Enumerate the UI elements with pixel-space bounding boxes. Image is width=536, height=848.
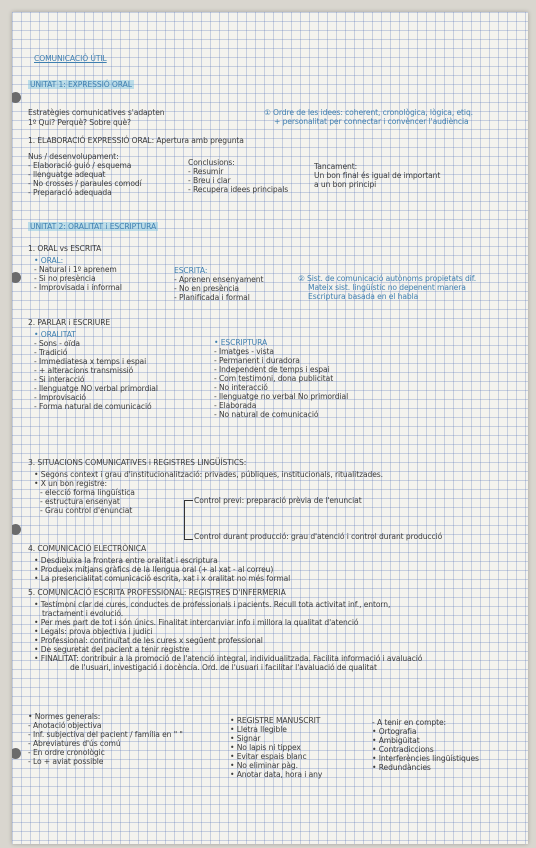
list-item: - Forma natural de comunicació [34, 402, 152, 411]
list-item: • Anotar data, hora i any [230, 770, 323, 779]
manuscrit-list [230, 716, 322, 779]
list-item: - Abreviatures d'ús comú [28, 739, 121, 748]
section-3-heading: 3. SITUACIONS COMUNICATIVES i REGISTRES LINGÜÍSTICS: [28, 458, 247, 467]
list-item: - No crosses / paraules comodí [28, 179, 142, 188]
strategies-line: Estratègies comunicatives s'adapten [28, 108, 165, 117]
list-item: • FINALITAT: contribuir a la promoció de l'atenció integral, individualitzada. Facilita informació i avaluació [34, 654, 423, 663]
list-item: - No interacció [214, 383, 268, 392]
list-item: - Independent de temps i espai [214, 365, 330, 374]
s4-list [34, 556, 290, 583]
list-item: • Segons context i grau d'institucionalització: privades, públiques, institucionals, ritualitzades. [34, 470, 383, 479]
list-item: - Planificada i formal [174, 293, 250, 302]
escriptura-label: • ESCRIPTURA [214, 338, 268, 347]
list-item: - Lo + aviat possible [28, 757, 104, 766]
list-item: Conclusions: [188, 158, 235, 167]
list-item: - Inf. subjectiva del pacient / família en " " [28, 730, 183, 739]
binder-hole [12, 272, 21, 283]
list-item: - Elaboració guió / esquema [28, 161, 132, 170]
escrita-label: ESCRITA: [174, 266, 208, 275]
notebook-page [12, 12, 528, 844]
list-item: - llenguatge adequat [28, 170, 106, 179]
norms-list [28, 712, 183, 766]
list-item: • X un bon registre: [34, 479, 107, 488]
list-item: • Evitar espais blanc [230, 752, 307, 761]
closing-list [314, 162, 440, 189]
list-item: tractament i evolució. [42, 609, 124, 618]
binder-hole [12, 748, 21, 759]
list-item: • Ambigüitat [372, 736, 420, 745]
list-item: - A tenir en compte: [372, 718, 447, 727]
note-line: + personalitat per connectar i convèncer l'audiència [274, 117, 469, 126]
section-oral-escrita-heading: 1. ORAL vs ESCRITA [28, 244, 102, 253]
list-item: - Elaborada [214, 401, 257, 410]
page-title: COMUNICACIÓ ÚTIL [34, 54, 107, 63]
list-item: - Resumir [188, 167, 224, 176]
sistem-note [298, 274, 476, 301]
list-item: - Grau control d'enunciat [40, 506, 133, 515]
list-item: - elecció forma lingüística [40, 488, 135, 497]
list-item: • No eliminar pàg. [230, 761, 298, 770]
conclusions-list [188, 158, 288, 194]
oralitat-label: • ORALITAT [34, 330, 76, 339]
s5-list [34, 600, 422, 672]
list-item: • Normes generals: [28, 712, 101, 721]
list-item: - Natural i 1º aprenem [34, 265, 117, 274]
considerations-list [372, 718, 479, 772]
list-item: - Improvisada i informal [34, 283, 122, 292]
section-4-heading: 4. COMUNICACIÓ ELECTRÒNICA [28, 544, 147, 553]
control-bracket [184, 500, 193, 540]
note-line: ② Sist. de comunicació autònoms propietats dif. [298, 274, 477, 283]
list-item: - llenguatge no verbal No primordial [214, 392, 349, 401]
list-item: - Tradició [34, 348, 68, 357]
list-item: • Professional: continuïtat de les cures x següent professional [34, 636, 263, 645]
list-item: - No en presència [174, 284, 239, 293]
list-item: • De seguretat del pacient a tenir registre [34, 645, 190, 654]
list-item: - Si interacció [34, 375, 85, 384]
list-item: - Permanent i duradora [214, 356, 300, 365]
oral-label: • ORAL: [34, 256, 64, 265]
list-item: - llenguatge NO verbal primordial [34, 384, 158, 393]
list-item: • Desdibuixa la frontera entre oralitat i escriptura [34, 556, 218, 565]
list-item: - En ordre cronològic [28, 748, 105, 757]
binder-hole [12, 524, 21, 535]
control-durant: Control durant producció: grau d'atenció i control durant producció [194, 532, 443, 541]
list-item: • Per mes part de tot i són únics. Finalitat intercanviar info i millora la qualitat d'atenció [34, 618, 359, 627]
list-item: • La presencialitat comunicació escrita, xat i x oralitat no més formal [34, 574, 291, 583]
list-item: Tancament: [314, 162, 358, 171]
oralitat-list [34, 330, 158, 411]
list-item: - Immediatesa x temps i espai [34, 357, 147, 366]
escriptura-list [214, 338, 348, 419]
list-item: - estructura ensenyat [40, 497, 120, 506]
list-item: - Improvisació [34, 393, 86, 402]
list-item: • Interferències lingüístiques [372, 754, 479, 763]
list-item: - Si no presència [34, 274, 96, 283]
control-previ: Control previ: preparació prèvia de l'enunciat [194, 496, 362, 505]
list-item: - Breu i clar [188, 176, 231, 185]
list-item: - Aprenen ensenyament [174, 275, 264, 284]
list-item: - Anotació objectiva [28, 721, 102, 730]
escrita-list [174, 266, 263, 302]
unit1-heading: UNITAT 1: EXPRESSIÓ ORAL [30, 80, 132, 89]
list-item: de l'usuari, investigació i docència. Ord. de l'usuari i facilitar l'avaluació de qualitat [70, 663, 377, 672]
list-item: • Redundàncies [372, 763, 431, 772]
list-item: Nus / desenvolupament: [28, 152, 119, 161]
list-item: • Legals: prova objectiva i judici [34, 627, 153, 636]
list-item: - Recupera idees principals [188, 185, 289, 194]
note-line: Escriptura basada en el habla [308, 292, 419, 301]
note-line: Mateix sist. lingüístic no depenent manera [308, 283, 466, 292]
list-item: a un bon principi [314, 180, 377, 189]
list-item: • Contradiccions [372, 745, 434, 754]
list-item: • Ortografia [372, 727, 417, 736]
questions-line: 1º Qui? Perquè? Sobre què? [28, 118, 131, 127]
list-item: - Com testimoni, dona publicitat [214, 374, 334, 383]
s1-list [28, 152, 142, 197]
list-item: - No natural de comunicació [214, 410, 319, 419]
list-item: - Sons - oïda [34, 339, 80, 348]
list-item: • Signar [230, 734, 261, 743]
list-item: • Produeix mitjans gràfics de la llengua oral (+ al xat - al correu) [34, 565, 274, 574]
list-item: - Preparació adequada [28, 188, 112, 197]
list-item: • REGISTRE MANUSCRIT [230, 716, 321, 725]
s3-list [34, 470, 383, 515]
list-item: • Testimoni clar de cures, conductes de professionals i pacients. Recull tota activitat inf., entorn, [34, 600, 391, 609]
list-item: - Imatges - vista [214, 347, 274, 356]
list-item: - + alteracions transmissió [34, 366, 134, 375]
list-item: • No lapis ni tippex [230, 743, 301, 752]
list-item: • Lletra llegible [230, 725, 287, 734]
binder-hole [12, 92, 21, 103]
unit2-heading: UNITAT 2: ORALITAT i ESCRIPTURA [30, 222, 157, 231]
list-item: Un bon final és igual de important [314, 171, 441, 180]
order-note [264, 108, 473, 126]
section-1-heading: 1. ELABORACIÓ EXPRESSIÓ ORAL: Apertura amb pregunta [28, 136, 244, 145]
section-5-heading: 5. COMUNICACIÓ ESCRITA PROFESSIONAL: REGISTRES D'INFERMERIA [28, 588, 286, 597]
oral-list [34, 256, 122, 292]
section-2-heading: 2. PARLAR i ESCRIURE [28, 318, 111, 327]
note-line: ① Ordre de les idees: coherent, cronològica, lògica, etiq. [264, 108, 473, 117]
